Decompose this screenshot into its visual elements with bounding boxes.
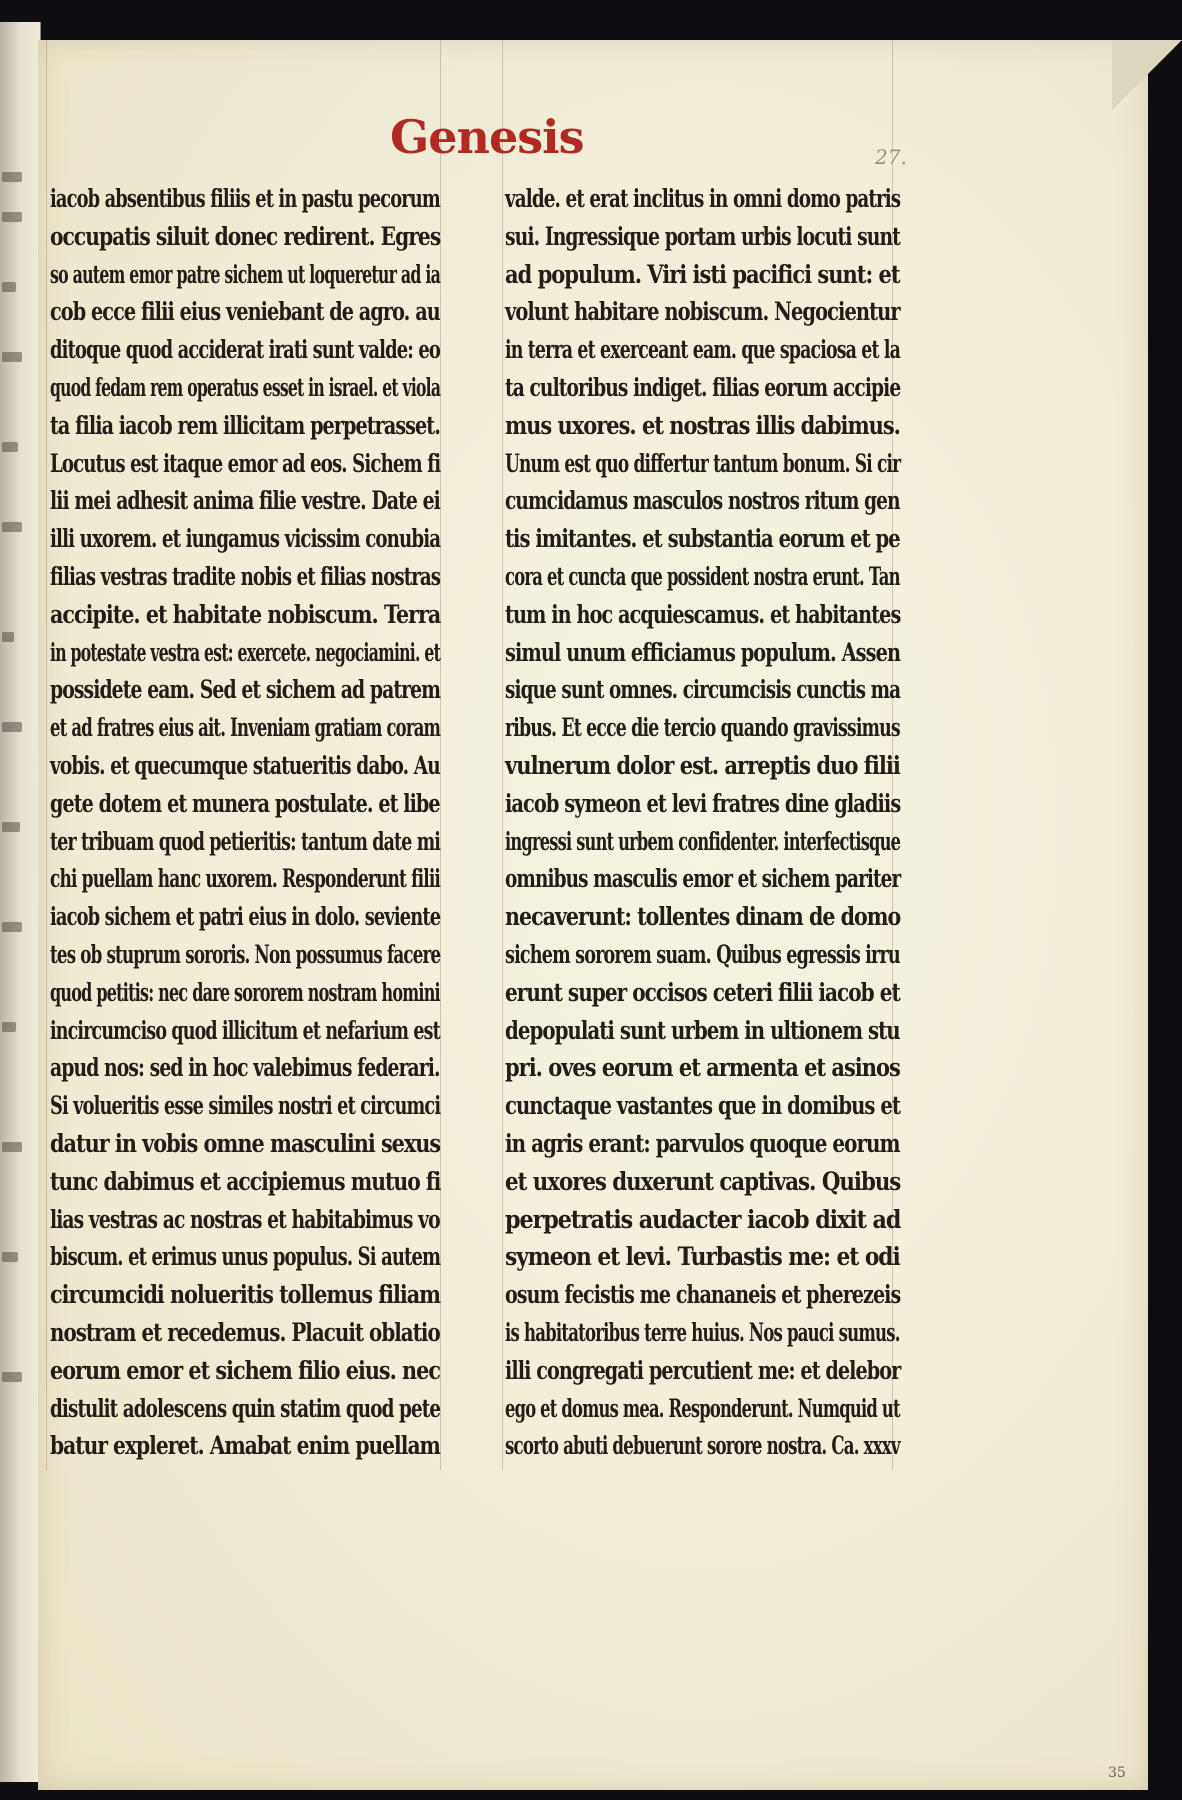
running-title: Genesis — [390, 110, 584, 164]
text-line: incircumciso quod illicitum et nefarium est — [50, 1015, 440, 1045]
text-line: lias vestras ac nostras et habitabimus vo — [50, 1204, 440, 1234]
text-line: symeon et levi. Turbastis me: et odi — [505, 1242, 900, 1272]
text-line: cora et cuncta que possident nostra erunt. Tan — [505, 561, 900, 591]
text-line: ta cultoribus indiget. filias eorum accipie — [505, 372, 901, 402]
text-line: pri. oves eorum et armenta et asinos — [505, 1053, 900, 1083]
bleed-through-text — [2, 172, 22, 182]
text-line: ribus. Et ecce die tercio quando gravissimus — [505, 713, 900, 743]
text-line: perpetratis audacter iacob dixit ad — [505, 1204, 901, 1234]
text-line: Si volueritis esse similes nostri et circumci — [50, 1091, 441, 1121]
text-line: ego et domus mea. Responderunt. Numquid ut — [505, 1393, 900, 1423]
bleed-through-text — [2, 1022, 16, 1032]
bleed-through-text — [2, 1142, 22, 1152]
previous-page-edge — [0, 22, 41, 1782]
text-line: occupatis siluit donec redirent. Egres — [50, 221, 441, 251]
bleed-through-text — [2, 1252, 18, 1262]
text-line: ditoque quod acciderat irati sunt valde: eo — [50, 335, 440, 365]
text-line: tum in hoc acquiescamus. et habitantes — [505, 599, 901, 629]
text-line: in terra et exerceant eam. que spaciosa et la — [505, 335, 901, 365]
text-line: chi puellam hanc uxorem. Responderunt filii — [50, 864, 441, 894]
text-line: tunc dabimus et accipiemus mutuo fi — [50, 1166, 441, 1196]
text-line: vulnerum dolor est. arreptis duo filii — [505, 750, 900, 780]
text-line: Locutus est itaque emor ad eos. Sichem fi — [50, 448, 441, 478]
text-line: distulit adolescens quin statim quod pete — [50, 1393, 441, 1423]
bottom-mark: 35 — [1108, 1765, 1126, 1781]
text-line: in potestate vestra est: exercete. negociamini. et — [50, 637, 441, 667]
text-line: scorto abuti debuerunt sorore nostra. Ca. xxxv — [505, 1431, 900, 1461]
text-line: batur expleret. Amabat enim puellam — [50, 1431, 440, 1461]
ruling-line — [502, 40, 503, 1470]
text-line: sui. Ingressique portam urbis locuti sunt — [505, 221, 900, 251]
bleed-through-text — [2, 212, 22, 222]
left-text-column — [50, 180, 440, 1465]
text-line: lii mei adhesit anima filie vestre. Date ei — [50, 486, 440, 516]
text-line: ta filia iacob rem illicitam perpetrasset. — [50, 410, 440, 440]
text-line: cob ecce filii eius veniebant de agro. au — [50, 297, 440, 327]
text-line: circumcidi nolueritis tollemus filiam — [50, 1280, 441, 1310]
text-line: iacob sichem et patri eius in dolo. seviente — [50, 902, 441, 932]
right-text-column — [505, 180, 900, 1465]
ruling-line — [440, 40, 441, 1470]
bleed-through-text — [2, 632, 14, 642]
bleed-through-text — [2, 352, 22, 362]
text-line: mus uxores. et nostras illis dabimus. — [505, 410, 900, 440]
text-line: erunt super occisos ceteri filii iacob et — [505, 977, 900, 1007]
text-line: gete dotem et munera postulate. et libe — [50, 788, 440, 818]
text-line: in agris erant: parvulos quoque eorum — [505, 1128, 900, 1158]
text-line: tis imitantes. et substantia eorum et pe — [505, 524, 900, 554]
bleed-through-text — [2, 722, 22, 732]
bleed-through-text — [2, 1372, 22, 1382]
text-line: sichem sororem suam. Quibus egressis irru — [505, 939, 900, 969]
text-line: simul unum efficiamus populum. Assen — [505, 637, 901, 667]
ruling-line — [46, 40, 47, 1470]
text-line: datur in vobis omne masculini sexus — [50, 1128, 441, 1158]
bleed-through-text — [2, 282, 16, 292]
text-line: eorum emor et sichem filio eius. nec — [50, 1355, 440, 1385]
text-line: illi congregati percutient me: et delebor — [505, 1355, 901, 1385]
folded-corner — [1112, 40, 1182, 110]
text-line: necaverunt: tollentes dinam de domo — [505, 902, 901, 932]
text-line: ter tribuam quod petieritis: tantum date mi — [50, 826, 441, 856]
text-line: et uxores duxerunt captivas. Quibus — [505, 1166, 901, 1196]
text-line: sique sunt omnes. circumcisis cunctis ma — [505, 675, 901, 705]
text-line: iacob symeon et levi fratres dine gladiis — [505, 788, 901, 818]
text-line: so autem emor patre sichem ut loqueretur ad ia — [50, 259, 441, 289]
text-line: depopulati sunt urbem in ultionem stu — [505, 1015, 900, 1045]
text-line: et ad fratres eius ait. Inveniam gratiam coram — [50, 713, 441, 743]
text-line: tes ob stuprum sororis. Non possumus facere — [50, 939, 441, 969]
text-line: illi uxorem. et iungamus vicissim conubia — [50, 524, 441, 554]
text-line: possidete eam. Sed et sichem ad patrem — [50, 675, 441, 705]
text-line: filias vestras tradite nobis et filias nostras — [50, 561, 441, 591]
text-line: quod petitis: nec dare sororem nostram homini — [50, 977, 440, 1007]
bleed-through-text — [2, 922, 22, 932]
folio-number: 27. — [875, 145, 907, 169]
bleed-through-text — [2, 522, 22, 532]
text-line: cumcidamus masculos nostros ritum gen — [505, 486, 900, 516]
text-line: omnibus masculis emor et sichem pariter — [505, 864, 901, 894]
text-line: biscum. et erimus unus populus. Si autem — [50, 1242, 441, 1272]
bleed-through-text — [2, 442, 18, 452]
text-line: valde. et erat inclitus in omni domo patris — [505, 184, 901, 213]
text-line: ad populum. Viri isti pacifici sunt: et — [505, 259, 900, 289]
text-line: ingressi sunt urbem confidenter. interfectisque — [505, 826, 901, 856]
text-line: quod fedam rem operatus esset in israel. et viola — [50, 372, 441, 402]
text-line: Unum est quo differtur tantum bonum. Si cir — [505, 448, 901, 478]
text-line: is habitatoribus terre huius. Nos pauci sumus. — [505, 1317, 900, 1347]
text-line: iacob absentibus filiis et in pastu pecorum — [50, 184, 440, 213]
bleed-through-text — [2, 822, 20, 832]
text-line: vobis. et quecumque statueritis dabo. Au — [50, 750, 440, 780]
text-line: apud nos: sed in hoc valebimus federari. — [50, 1053, 440, 1083]
text-line: accipite. et habitate nobiscum. Terra — [50, 599, 441, 629]
text-line: nostram et recedemus. Placuit oblatio — [50, 1317, 440, 1347]
text-line: volunt habitare nobiscum. Negocientur — [505, 297, 900, 327]
text-line: osum fecistis me chananeis et pherezeis — [505, 1280, 901, 1310]
text-line: cunctaque vastantes que in domibus et — [505, 1091, 901, 1121]
